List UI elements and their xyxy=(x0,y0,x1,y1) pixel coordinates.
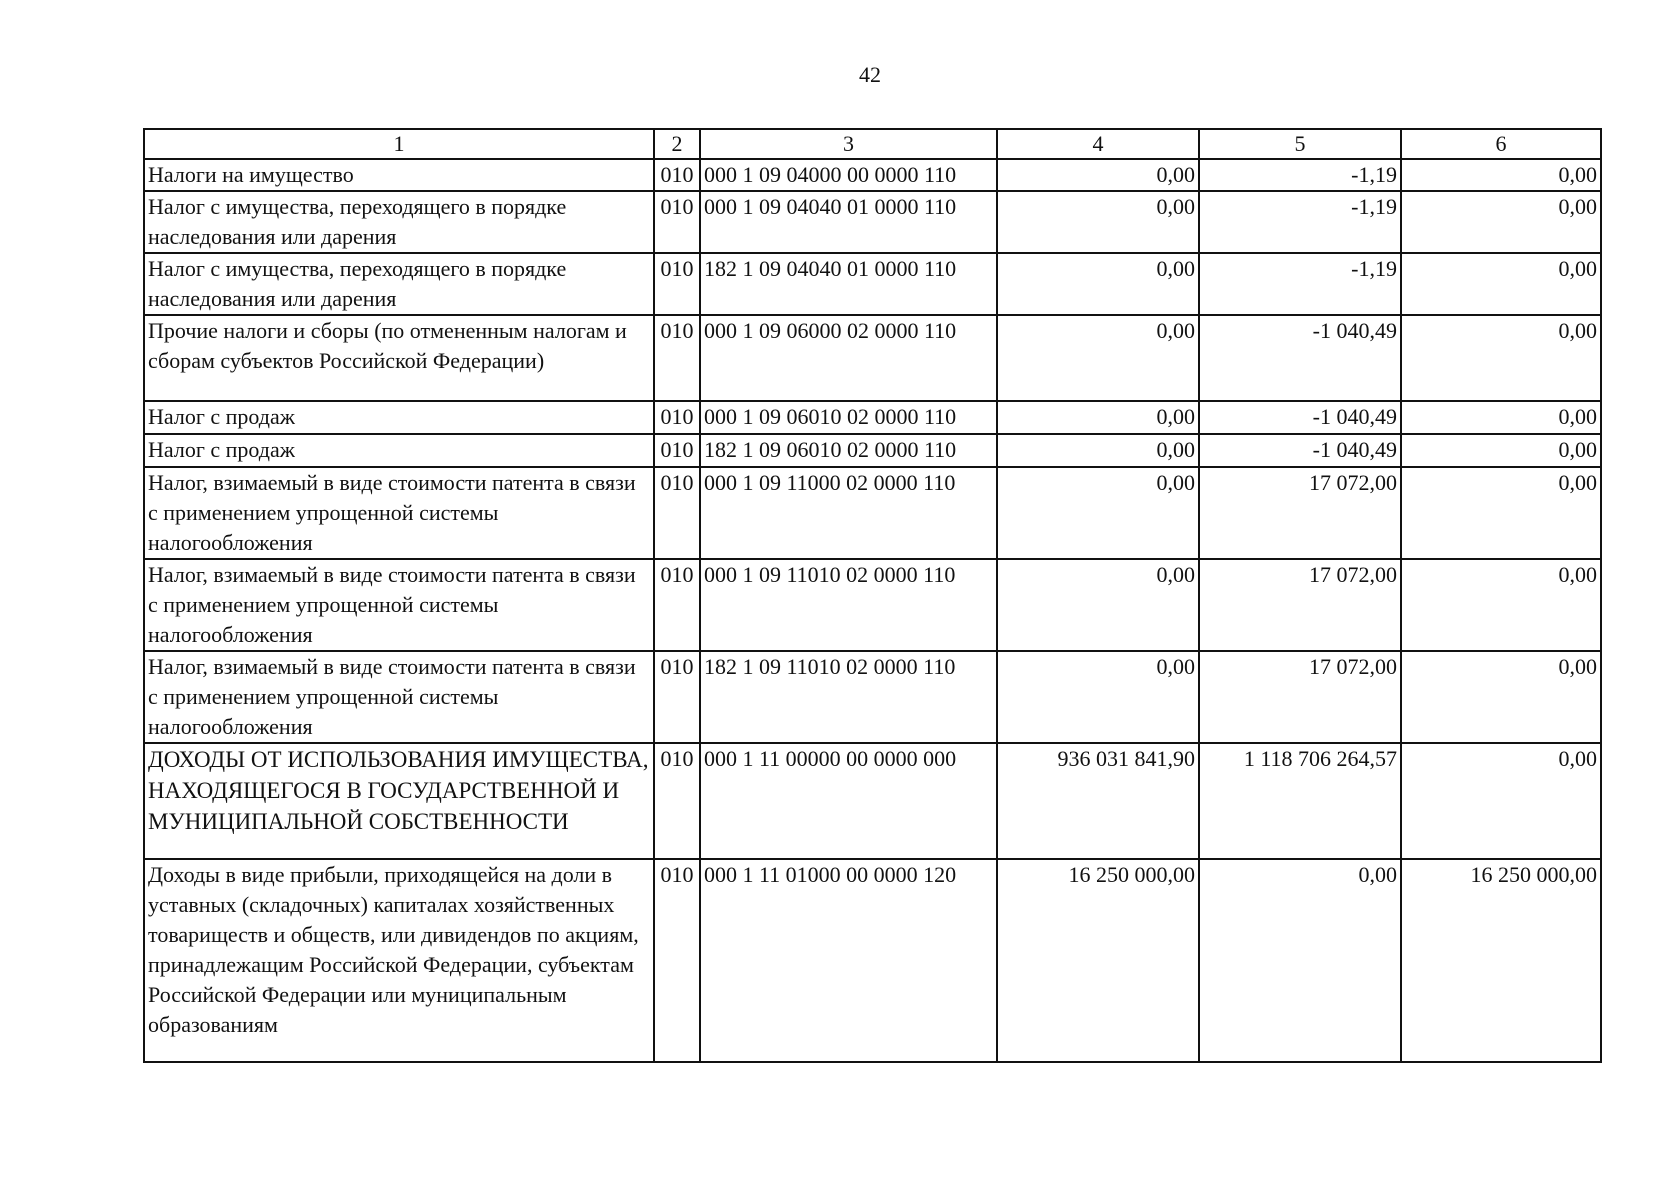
row-value-col5-cell: 1 118 706 264,57 xyxy=(1199,743,1401,859)
row-budget-code-cell: 000 1 09 04000 00 0000 110 xyxy=(700,159,997,191)
column-header: 1 xyxy=(144,129,654,159)
row-line-code-cell: 010 xyxy=(654,559,700,651)
row-name-cell: Налог, взимаемый в виде стоимости патента в связи с применением упрощенной системы налогообложения xyxy=(144,467,654,559)
row-value-col6-cell: 0,00 xyxy=(1401,743,1601,859)
row-value-col6-cell: 0,00 xyxy=(1401,559,1601,651)
column-header: 3 xyxy=(700,129,997,159)
row-value-col4-cell: 0,00 xyxy=(997,401,1199,434)
header-row xyxy=(144,129,1601,159)
row-value-col5-cell: -1,19 xyxy=(1199,159,1401,191)
row-value-col4-cell: 0,00 xyxy=(997,651,1199,743)
row-value-col6-cell: 0,00 xyxy=(1401,159,1601,191)
row-name-cell: Налог с имущества, переходящего в порядке наследования или дарения xyxy=(144,191,654,253)
row-name-cell: Налог с продаж xyxy=(144,434,654,467)
row-name-cell: Налог с имущества, переходящего в порядке наследования или дарения xyxy=(144,253,654,315)
row-value-col6-cell: 0,00 xyxy=(1401,651,1601,743)
row-value-col4-cell: 0,00 xyxy=(997,159,1199,191)
row-line-code-cell: 010 xyxy=(654,253,700,315)
table-row xyxy=(144,401,1601,434)
row-budget-code-cell: 000 1 11 01000 00 0000 120 xyxy=(700,859,997,1062)
column-header: 6 xyxy=(1401,129,1601,159)
table-row xyxy=(144,651,1601,743)
row-name-cell: Прочие налоги и сборы (по отмененным налогам и сборам субъектов Российской Федерации) xyxy=(144,315,654,401)
table-row xyxy=(144,743,1601,859)
row-value-col5-cell: -1,19 xyxy=(1199,253,1401,315)
row-value-col6-cell: 0,00 xyxy=(1401,253,1601,315)
page-number: 42 xyxy=(859,62,881,87)
row-value-col4-cell: 0,00 xyxy=(997,253,1199,315)
row-value-col4-cell: 0,00 xyxy=(997,315,1199,401)
row-value-col5-cell: 17 072,00 xyxy=(1199,651,1401,743)
row-value-col5-cell: -1,19 xyxy=(1199,191,1401,253)
row-name-cell: ДОХОДЫ ОТ ИСПОЛЬЗОВАНИЯ ИМУЩЕСТВА, НАХОДЯЩЕГОСЯ В ГОСУДАРСТВЕННОЙ И МУНИЦИПАЛЬНОЙ СОБСТВЕННОСТИ xyxy=(144,743,654,859)
row-budget-code-cell: 000 1 09 11000 02 0000 110 xyxy=(700,467,997,559)
row-name-cell: Доходы в виде прибыли, приходящейся на доли в уставных (складочных) капиталах хозяйственных товариществ и обществ, или дивидендов по акциям, принадлежащим Российской Федерации, субъектам Российской Федерации или муниципальным образованиям xyxy=(144,859,654,1062)
row-budget-code-cell: 000 1 09 04040 01 0000 110 xyxy=(700,191,997,253)
table-row xyxy=(144,434,1601,467)
column-header: 2 xyxy=(654,129,700,159)
table-row xyxy=(144,559,1601,651)
row-value-col6-cell: 0,00 xyxy=(1401,191,1601,253)
row-name-cell: Налог, взимаемый в виде стоимости патента в связи с применением упрощенной системы налогообложения xyxy=(144,651,654,743)
table-row xyxy=(144,859,1601,1062)
row-line-code-cell: 010 xyxy=(654,467,700,559)
row-value-col4-cell: 0,00 xyxy=(997,467,1199,559)
row-value-col5-cell: -1 040,49 xyxy=(1199,434,1401,467)
row-value-col5-cell: -1 040,49 xyxy=(1199,315,1401,401)
row-budget-code-cell: 000 1 09 06010 02 0000 110 xyxy=(700,401,997,434)
row-value-col4-cell: 0,00 xyxy=(997,434,1199,467)
row-value-col6-cell: 0,00 xyxy=(1401,467,1601,559)
row-value-col6-cell: 0,00 xyxy=(1401,315,1601,401)
row-value-col5-cell: -1 040,49 xyxy=(1199,401,1401,434)
column-header: 5 xyxy=(1199,129,1401,159)
column-header: 4 xyxy=(997,129,1199,159)
row-line-code-cell: 010 xyxy=(654,651,700,743)
row-budget-code-cell: 000 1 09 11010 02 0000 110 xyxy=(700,559,997,651)
table-row xyxy=(144,159,1601,191)
row-budget-code-cell: 182 1 09 11010 02 0000 110 xyxy=(700,651,997,743)
row-line-code-cell: 010 xyxy=(654,859,700,1062)
table-row xyxy=(144,191,1601,253)
row-value-col6-cell: 0,00 xyxy=(1401,434,1601,467)
row-value-col4-cell: 0,00 xyxy=(997,191,1199,253)
row-line-code-cell: 010 xyxy=(654,434,700,467)
row-value-col4-cell: 16 250 000,00 xyxy=(997,859,1199,1062)
row-budget-code-cell: 182 1 09 06010 02 0000 110 xyxy=(700,434,997,467)
row-value-col4-cell: 0,00 xyxy=(997,559,1199,651)
row-budget-code-cell: 000 1 09 06000 02 0000 110 xyxy=(700,315,997,401)
row-name-cell: Налоги на имущество xyxy=(144,159,654,191)
row-value-col5-cell: 17 072,00 xyxy=(1199,467,1401,559)
row-value-col5-cell: 0,00 xyxy=(1199,859,1401,1062)
budget-table xyxy=(143,128,1602,1063)
row-value-col5-cell: 17 072,00 xyxy=(1199,559,1401,651)
row-budget-code-cell: 000 1 11 00000 00 0000 000 xyxy=(700,743,997,859)
row-line-code-cell: 010 xyxy=(654,159,700,191)
row-value-col6-cell: 16 250 000,00 xyxy=(1401,859,1601,1062)
row-value-col4-cell: 936 031 841,90 xyxy=(997,743,1199,859)
row-line-code-cell: 010 xyxy=(654,191,700,253)
row-line-code-cell: 010 xyxy=(654,315,700,401)
row-name-cell: Налог, взимаемый в виде стоимости патента в связи с применением упрощенной системы налогообложения xyxy=(144,559,654,651)
row-name-cell: Налог с продаж xyxy=(144,401,654,434)
row-line-code-cell: 010 xyxy=(654,401,700,434)
table-row xyxy=(144,467,1601,559)
row-value-col6-cell: 0,00 xyxy=(1401,401,1601,434)
table-row xyxy=(144,315,1601,401)
row-budget-code-cell: 182 1 09 04040 01 0000 110 xyxy=(700,253,997,315)
row-line-code-cell: 010 xyxy=(654,743,700,859)
table-row xyxy=(144,253,1601,315)
